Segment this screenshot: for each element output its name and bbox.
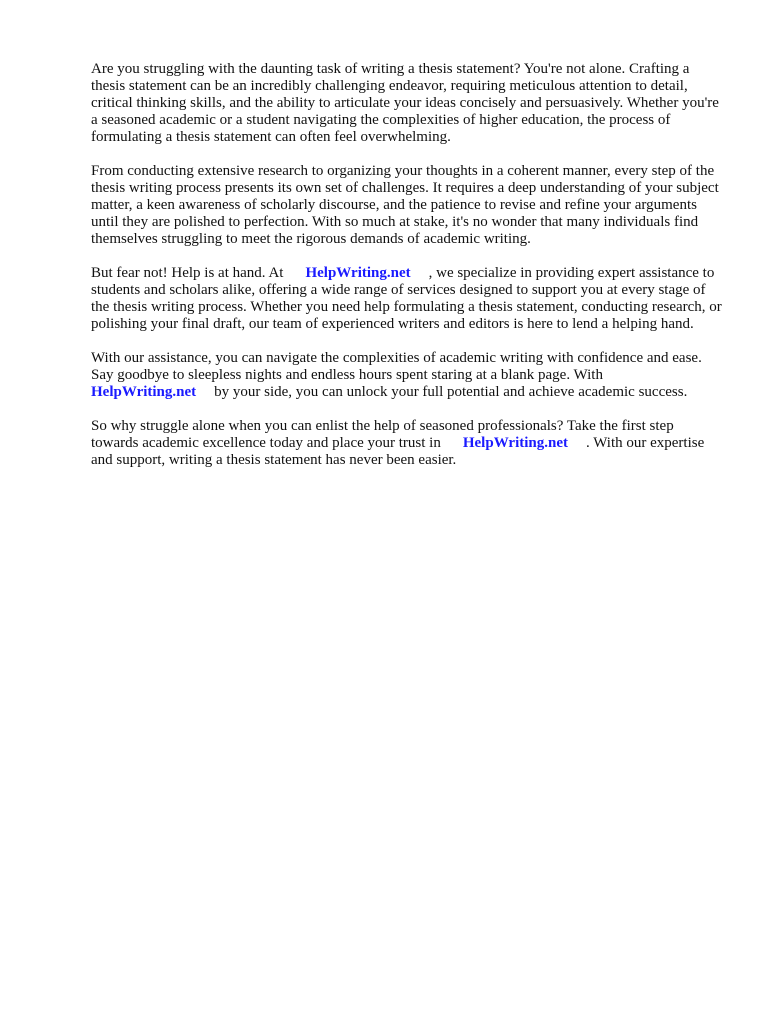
paragraph-closing-text-start: So why struggle alone when you can enlist the help of seasoned professionals? Take the first step towards academic excellence today and place your trust in bbox=[91, 418, 674, 451]
paragraph-closing-text-end: . With our expertise and support, writing a thesis statement has never been easier. bbox=[91, 435, 705, 468]
paragraph-assistance-text-end: by your side, you can unlock your full potential and achieve academic success. bbox=[214, 384, 688, 400]
paragraph-help bbox=[91, 265, 723, 333]
paragraph-assistance-text-start: With our assistance, you can navigate the complexities of academic writing with confidence and ease. Say goodbye to sleepless nights and endless hours spent staring at a blank page. With bbox=[91, 350, 702, 383]
paragraph-assistance bbox=[91, 350, 723, 401]
document-page bbox=[91, 61, 723, 486]
paragraph-intro-text: Are you struggling with the daunting task of writing a thesis statement? You're not alone. Crafting a thesis statement can be an incredibly challenging endeavor, requiring meticulous attention to detail, critical thinking skills, and the ability to articulate your ideas concisely and persuasively. Whether you're a seasoned academic or a student navigating the complexities of higher education, the process of formulating a thesis statement can often feel overwhelming. bbox=[91, 61, 719, 145]
paragraph-help-text-start: But fear not! Help is at hand. At bbox=[91, 265, 284, 281]
paragraph-challenges bbox=[91, 163, 723, 248]
paragraph-closing bbox=[91, 418, 723, 469]
helpwriting-link-2[interactable]: HelpWriting.net bbox=[91, 384, 197, 400]
helpwriting-link-3[interactable]: HelpWriting.net bbox=[462, 435, 568, 451]
paragraph-intro bbox=[91, 61, 723, 146]
paragraph-help-text-end: , we specialize in providing expert assistance to students and scholars alike, offering a wide range of services designed to support you at every stage of the thesis writing process. Whether you need help formulating a thesis statement, conducting research, or polishing your final draft, our team of experienced writers and editors is here to lend a helping hand. bbox=[91, 265, 722, 332]
helpwriting-link-1[interactable]: HelpWriting.net bbox=[305, 265, 411, 281]
paragraph-challenges-text: From conducting extensive research to organizing your thoughts in a coherent manner, every step of the thesis writing process presents its own set of challenges. It requires a deep understanding of your subject matter, a keen awareness of scholarly discourse, and the patience to revise and refine your arguments until they are polished to perfection. With so much at stake, it's no wonder that many individuals find themselves struggling to meet the rigorous demands of academic writing. bbox=[91, 163, 719, 247]
